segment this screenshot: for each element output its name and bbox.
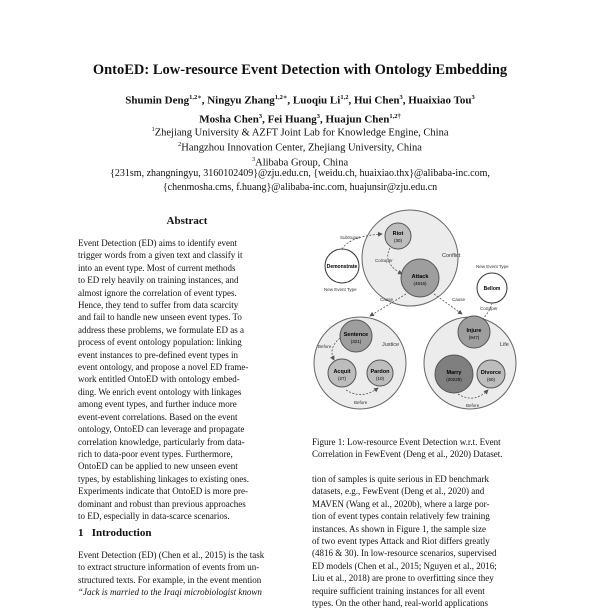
body-line: tion of samples is quite serious in ED benchmark [312,474,489,484]
author-name: Hui Chen [353,94,400,107]
abstract-line: Event Detection (ED) aims to identify event [78,238,237,248]
new-event-type-left: New Event Type [324,287,357,292]
email-line-1: {231sm, zhangningyu, 3160102409}@zju.edu.cn, {weidu.ch, huaixiao.thx}@alibaba-inc.com, [110,168,490,179]
abstract-line: almost ignore the correlation of event types. [78,287,237,298]
riot-count: (30) [393,238,403,243]
abstract-line: dominant and robust than previous approaches [78,498,246,509]
riot-label: Riot [392,231,404,237]
bellom-label: Bellom [483,286,501,292]
abstract-line: to ED, especially in data-scarce scenarios. [78,510,230,521]
affiliation-1-marker: 1 [151,126,155,133]
author-name: Shumin Deng [125,94,190,107]
abstract-line: event ontology, and propose a novel ED frame- [78,362,249,373]
marry-label: Marry [446,370,462,376]
intro-line: structured texts. For example, in the event mention [78,574,262,585]
intro-body [78,549,300,599]
author-name: Mosha Chen [199,113,259,126]
abstract-line: into an event type. Most of current methods [78,262,236,273]
attack-count: (4816) [413,281,427,286]
life-label: Life [500,342,509,348]
abstract-line: ding. We enrich event ontology with linkages [78,386,242,397]
body-line: instances. As shown in Figure 1, the sample size [312,523,486,534]
injure-label: Injure [466,328,482,334]
author-name: Huaixiao Tou [408,94,472,107]
body-line: MAVEN (Wang et al., 2020b), where a large por- [312,498,490,509]
author-name: Huajun Chen [325,113,390,126]
abstract-line: event instances to pre-defined event types in [78,349,238,360]
author-affiliation-marker: 3 [316,112,321,120]
right-column-body [312,473,530,609]
pardon-label: Pardon [370,369,390,375]
divorce-label: Divorce [480,370,502,376]
intro-line: Event Detection (ED) (Chen et al., 2015) is the task [78,550,265,560]
body-line: (4816 & 30). In low-resource scenarios, supervised [312,548,497,559]
subsuper-label: SubSuper [340,235,361,240]
author-line-1: Shumin Deng$^{1,2∗}$, Ningyu Zhang$^{1,2∗}$, Luoqiu Li$^{1,2}$, Hui Chen$^3$, Huaixiao Tou$^3$ [125,94,475,107]
author-affiliation-marker: 3 [471,94,475,101]
body-line: of two event types Attack and Riot differs greatly [312,536,490,547]
author-affiliation-marker: 3 [258,112,263,120]
cosuper-right-label: CoSuper [480,306,498,311]
before-bottom-left-label: Before [354,400,368,405]
affiliation-1-text: Zhejiang University & AZFT Joint Lab for Knowledge Engine, China [154,127,449,139]
author-name: Fei Huang [267,113,317,126]
intro-heading [78,527,151,539]
author-affiliation-marker: 1,2∗ [189,94,202,101]
body-line: datasets, e.g., FewEvent (Deng et al., 2020) and [312,486,485,497]
abstract-line: trigger words from a given text and classify it [78,250,243,261]
author-line-2: Mosha Chen$^3$, Fei Huang$^3$, Huajun Chen$^{1,2\dagger}$ [199,112,401,126]
abstract-line: Experiments indicate that OntoED is more pre- [78,486,248,497]
abstract-line: among event types, and further induce more [78,399,237,410]
sentence-label: Sentence [343,332,369,338]
injure-count: (947) [468,335,480,340]
abstract-line: address these problems, we formulate ED as a [78,324,244,335]
new-event-type-right: New Event Type [476,264,509,269]
body-line: tion of event types contain relatively few training [312,511,490,522]
figure-caption [312,436,528,461]
abstract-line: types, by establishing linkages to existing ones. [78,473,249,484]
abstract-line: event-event correlations. Based on the event [78,411,238,422]
affiliation-3-marker: 3 [251,156,256,163]
figure-1-diagram [310,208,524,430]
conflict-label: Conflict [442,253,461,259]
acquit-label: Acquit [333,369,351,375]
abstract-heading: Abstract [166,215,208,227]
cause-left-label: Cause [380,297,394,302]
caption-line-1: Figure 1: Low-resource Event Detection w.r.t. Event [312,437,501,447]
paper-title: OntoED: Low-resource Event Detection with Ontology Embedding [92,62,508,78]
pardon-count: (10) [375,376,385,381]
abstract-line: correlation knowledge, particularly from data- [78,436,245,447]
abstract-line: work entitled OntoED with ontology embed- [78,374,240,385]
body-line: ED models (Chen et al., 2015; Nguyen et al., 2016; [312,560,497,571]
justice-label: Justice [382,342,400,348]
body-line: types. On the other hand, real-world applications [312,598,488,609]
abstract-line: ontology, OntoED can leverage and propagate [78,424,245,435]
cosuper-left-label: CoSuper [375,258,393,263]
caption-line-2: Correlation in FewEvent (Deng et al., 2020) Dataset. [312,449,503,460]
abstract-line: Hence, they tend to suffer from data scarcity [78,300,239,311]
marry-count: (20228) [446,377,462,382]
author-affiliation-marker: 1,2† [389,112,401,120]
before-bottom-right-label: Before [466,403,480,408]
attack-label: Attack [411,274,429,280]
intro-line [78,586,300,598]
intro-quote: “Jack is married to the Iraqi microbiologist known [78,587,262,598]
email-line-2: {chenmosha.cms, f.huang}@alibaba-inc.com, huajunsir@zju.edu.cn [162,182,438,193]
abstract-line: and fail to handle new unseen event types. To [78,312,242,323]
body-line: require sufficient training instances for all event [312,585,485,596]
divorce-count: (60) [486,377,496,382]
author-affiliation-marker: 1,2 [340,94,349,101]
abstract-line: OntoED can be applied to new unseen event [78,461,238,472]
author-name: Ningyu Zhang [207,94,275,107]
abstract-body [78,237,296,522]
author-affiliation-marker: 1,2∗ [274,94,288,101]
demonstrate-label: Demonstrate [326,264,358,270]
affiliation-2-marker: 2 [178,141,182,148]
intro-number: 1 [78,527,84,539]
acquit-count: (27) [337,376,347,381]
affiliation-3-text: Alibaba Group, China [255,157,349,169]
author-name: Luoqiu Li [292,94,341,107]
abstract-line: process of event ontology population: linking [78,337,242,348]
intro-line: to extract structure information of events from un- [78,562,260,573]
abstract-line: to ED rely heavily on training instances, and [78,275,239,286]
cause-right-label: Cause [452,297,466,302]
sentence-count: (321) [350,339,362,344]
body-line: Liu et al., 2018) are prone to overfitting since they [312,573,494,584]
author-affiliation-marker: 3 [399,94,403,101]
abstract-line: rich to data-poor event types. Furthermore, [78,448,233,459]
before-left-label: Before [318,344,332,349]
affiliation-2-text: Hangzhou Innovation Center, Zhejiang University, China [181,142,422,154]
intro-title: Introduction [91,527,152,539]
